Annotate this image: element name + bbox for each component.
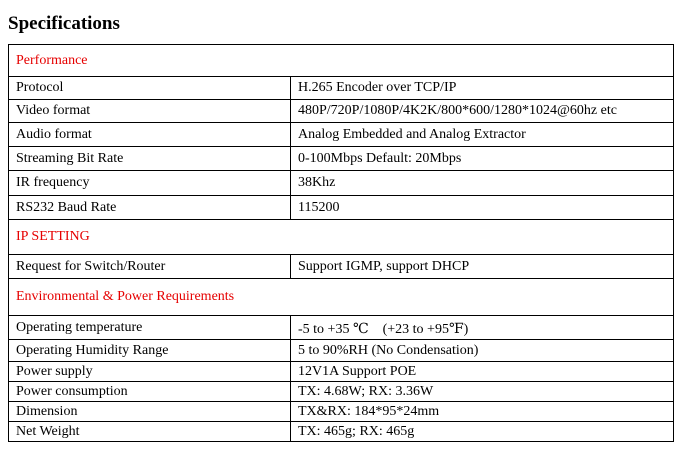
spec-label: Video format	[9, 100, 291, 123]
section-heading: IP SETTING	[9, 220, 674, 255]
spec-label: Protocol	[9, 77, 291, 100]
section-row-ip-setting	[9, 220, 674, 255]
table-row	[9, 316, 674, 340]
section-row-performance	[9, 45, 674, 77]
spec-label: Operating temperature	[9, 316, 291, 340]
table-row	[9, 340, 674, 362]
page-title: Specifications	[8, 13, 120, 34]
table-row	[9, 147, 674, 171]
spec-value: TX&RX: 184*95*24mm	[291, 402, 674, 422]
table-row	[9, 422, 674, 442]
spec-value: 12V1A Support POE	[291, 362, 674, 382]
table-row	[9, 171, 674, 196]
table-row	[9, 255, 674, 279]
spec-label: Audio format	[9, 123, 291, 147]
spec-value: 480P/720P/1080P/4K2K/800*600/1280*1024@60hz etc	[291, 100, 674, 123]
spec-label: IR frequency	[9, 171, 291, 196]
spec-label: RS232 Baud Rate	[9, 196, 291, 220]
table-row	[9, 100, 674, 123]
spec-label: Net Weight	[9, 422, 291, 442]
spec-value: 5 to 90%RH (No Condensation)	[291, 340, 674, 362]
spec-value: Support IGMP, support DHCP	[291, 255, 674, 279]
spec-value: -5 to +35 ℃ (+23 to +95℉)	[291, 316, 674, 340]
table-row	[9, 196, 674, 220]
spec-value: TX: 465g; RX: 465g	[291, 422, 674, 442]
spec-label: Streaming Bit Rate	[9, 147, 291, 171]
table-row	[9, 402, 674, 422]
table-row	[9, 362, 674, 382]
spec-value: 115200	[291, 196, 674, 220]
spec-label: Dimension	[9, 402, 291, 422]
spec-value: TX: 4.68W; RX: 3.36W	[291, 382, 674, 402]
spec-table	[8, 44, 674, 442]
spec-value: 0-100Mbps Default: 20Mbps	[291, 147, 674, 171]
spec-label: Power consumption	[9, 382, 291, 402]
spec-label: Power supply	[9, 362, 291, 382]
section-row-environmental	[9, 279, 674, 316]
section-heading: Performance	[9, 45, 674, 77]
spec-value: H.265 Encoder over TCP/IP	[291, 77, 674, 100]
table-row	[9, 382, 674, 402]
spec-value: 38Khz	[291, 171, 674, 196]
table-row	[9, 123, 674, 147]
spec-label: Request for Switch/Router	[9, 255, 291, 279]
table-row	[9, 77, 674, 100]
spec-value: Analog Embedded and Analog Extractor	[291, 123, 674, 147]
spec-label: Operating Humidity Range	[9, 340, 291, 362]
section-heading: Environmental & Power Requirements	[9, 279, 674, 316]
